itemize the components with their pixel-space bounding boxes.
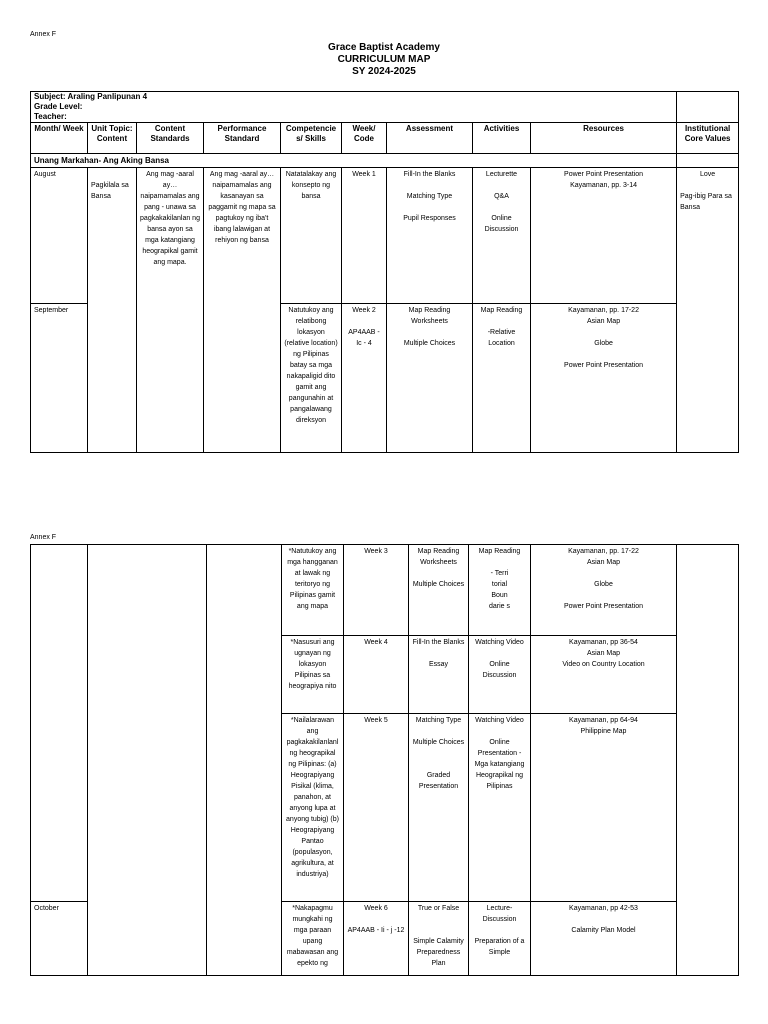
competency-cell: *Nakapagmu mungkahi ng mga paraan upang mabawasan ang epekto ng: [282, 902, 344, 976]
annex-label: Annex F: [30, 534, 57, 541]
week-cell: Week 5: [344, 714, 409, 902]
document-title: CURRICULUM MAP: [337, 54, 431, 65]
assessment-cell: Matching Type Multiple Choices Graded Presentation: [409, 714, 469, 902]
quarter-title: Unang Markahan- Ang Aking Bansa: [31, 154, 677, 168]
assessment-cell: True or False Simple Calamity Preparedness Plan: [409, 902, 469, 976]
col-competencies: Competencies/ Skills: [281, 123, 342, 154]
month-cell: October: [31, 902, 88, 976]
month-cell: [31, 545, 88, 902]
week-cell: Week 2 AP4AAB - Ic - 4: [342, 304, 387, 453]
assessment-cell: Fill-In the Blanks Essay: [409, 636, 469, 714]
table-row: [31, 168, 739, 304]
school-name: Grace Baptist Academy: [328, 42, 440, 53]
activities-cell: Watching Video Online Presentation -Mga katangiang Heograpikal ng Pilipinas: [469, 714, 531, 902]
core-values-cell: Love Pag-ibig Para sa Bansa: [677, 168, 739, 453]
curriculum-table-page-1: [30, 91, 739, 453]
resources-cell: Kayamanan, pp 36-54 Asian Map Video on Country Location: [531, 636, 677, 714]
core-values-cell: [677, 545, 739, 976]
competency-cell: *Natutukoy ang mga hangganan at lawak ng teritoryo ng Pilipinas gamit ang mapa: [282, 545, 344, 636]
grade-level-label: Grade Level:: [34, 102, 83, 111]
activities-cell: Lecturette Q&A Online Discussion: [473, 168, 531, 304]
subject-label: Subject: Araling Panlipunan 4: [34, 92, 148, 101]
assessment-cell: Map Reading Worksheets Multiple Choices: [409, 545, 469, 636]
activities-cell: Map Reading - Terri torial Boun darie s: [469, 545, 531, 636]
col-week-code: Week/ Code: [342, 123, 387, 154]
col-core-values: Institutional Core Values: [677, 123, 739, 154]
meta-row: [31, 92, 739, 123]
column-header-row: [31, 123, 739, 154]
resources-cell: Kayamanan, pp. 17-22 Asian Map Globe Power Point Presentation: [531, 545, 677, 636]
month-cell: September: [31, 304, 88, 453]
quarter-row: [31, 154, 739, 168]
month-cell: August: [31, 168, 88, 304]
resources-cell: Power Point Presentation Kayamanan, pp. 3-14: [531, 168, 677, 304]
activities-cell: Lecture-Discussion Preparation of a Simple: [469, 902, 531, 976]
competency-cell: Natutukoy ang relatibong lokasyon (relative location) ng Pilipinas batay sa mga nakapaligid dito gamit ang pangunahin at pangalawang direksyon: [281, 304, 342, 453]
col-performance-standard: Performance Standard: [204, 123, 281, 154]
week-cell: Week 6 AP4AAB - Ii - j -12: [344, 902, 409, 976]
performance-standard-cell: [207, 545, 282, 976]
teacher-label: Teacher:: [34, 112, 67, 121]
col-activities: Activities: [473, 123, 531, 154]
document-header: [0, 42, 768, 78]
col-unit-topic: Unit Topic: Content: [88, 123, 137, 154]
curriculum-table-page-2: [30, 544, 739, 976]
school-year: SY 2024-2025: [352, 66, 416, 77]
week-cell: Week 3: [344, 545, 409, 636]
table-row: [31, 545, 739, 636]
competency-cell: *Nasusuri ang ugnayan ng lokasyon Pilipinas sa heograpiya nito: [282, 636, 344, 714]
week-cell: Week 1: [342, 168, 387, 304]
activities-cell: Map Reading -Relative Location: [473, 304, 531, 453]
unit-topic-cell: Pagkilala sa Bansa: [88, 168, 137, 453]
competency-cell: Natatalakay ang konsepto ng bansa: [281, 168, 342, 304]
resources-cell: Kayamanan, pp. 17-22 Asian Map Globe Power Point Presentation: [531, 304, 677, 453]
assessment-cell: Map Reading Worksheets Multiple Choices: [387, 304, 473, 453]
performance-standard-cell: Ang mag -aaral ay… naipamamalas ang kasanayan sa paggamit ng mapa sa pagtukoy ng iba't ibang lalawigan at rehiyon ng bansa: [204, 168, 281, 453]
resources-cell: Kayamanan, pp 42-53 Calamity Plan Model: [531, 902, 677, 976]
activities-cell: Watching Video Online Discussion: [469, 636, 531, 714]
competency-cell: *Nailalarawan ang pagkakakilanlanl ng heograpikal ng Pilipinas: (a) Heograpiyang Pisikal (klima, panahon, at anyong lupa at anyong tubig) (b) Heograpiyang Pantao (populasyon, agrikultura, at industriya): [282, 714, 344, 902]
col-resources: Resources: [531, 123, 677, 154]
unit-topic-cell: [88, 545, 207, 976]
col-content-standards: Content Standards: [137, 123, 204, 154]
content-standard-cell: Ang mag -aaral ay… naipamamalas ang pang - unawa sa pagkakakilanlan ng bansa ayon sa mga katangiang heograpikal gamit ang mapa.: [137, 168, 204, 453]
assessment-cell: Fill-In the Blanks Matching Type Pupil Responses: [387, 168, 473, 304]
col-month-week: Month/ Week: [31, 123, 88, 154]
resources-cell: Kayamanan, pp 64-94 Philippine Map: [531, 714, 677, 902]
annex-label: Annex F: [30, 31, 57, 38]
col-assessment: Assessment: [387, 123, 473, 154]
week-cell: Week 4: [344, 636, 409, 714]
